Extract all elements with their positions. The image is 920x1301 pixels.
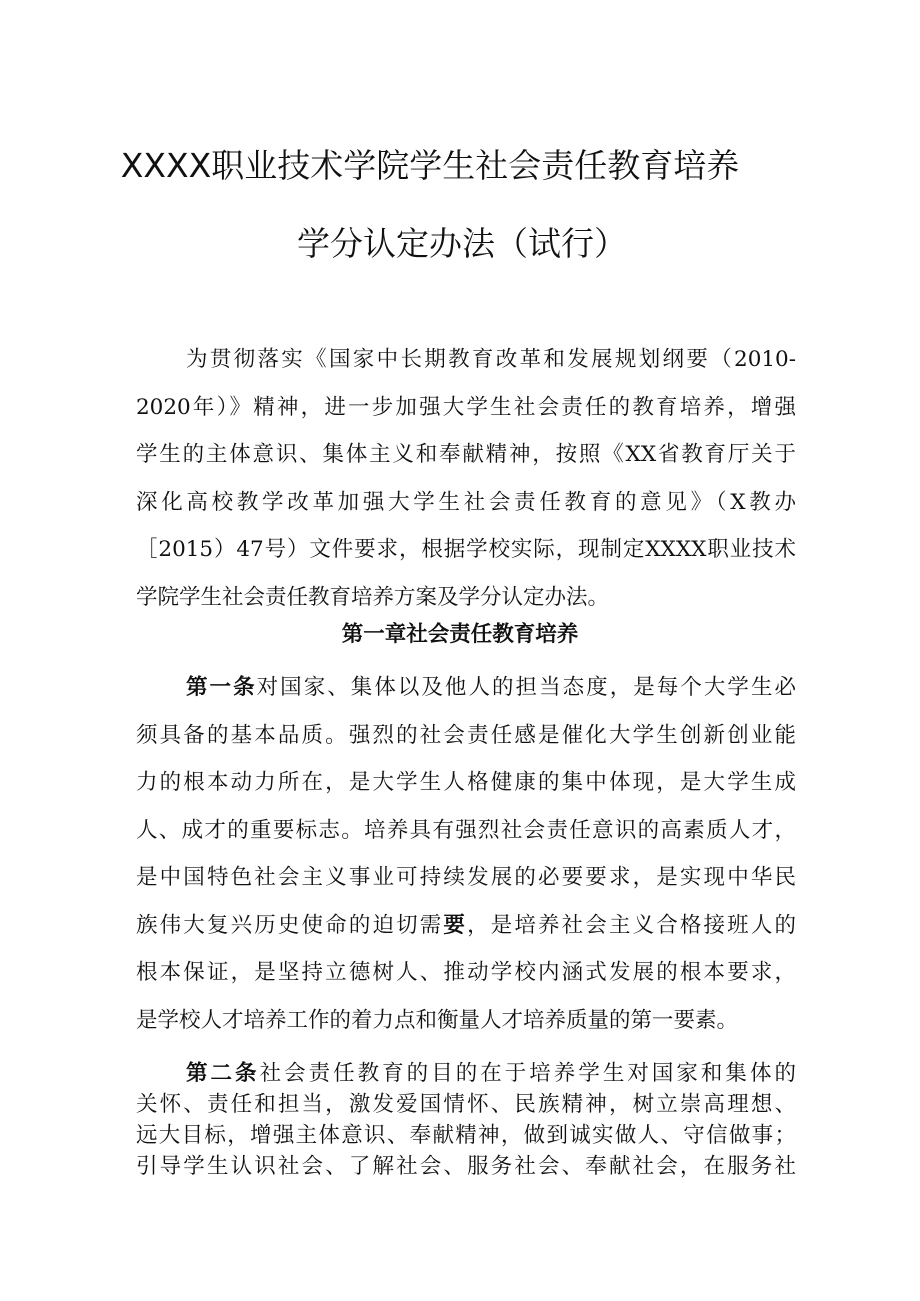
article-1-line: 力的根本动力所在，是大学生人格健康的集中体现，是大学生成 — [136, 770, 796, 795]
intro-line: 学生的主体意识、集体主义和奉献精神，按照《XX省教育厅关于 — [136, 442, 796, 467]
article-2-line: 引导学生认识社会、了解社会、服务社会、奉献社会，在服务社 — [136, 1154, 796, 1179]
intro-line: 深化高校教学改革加强大学生社会责任教育的意见》（X教办 — [136, 489, 796, 515]
article-1-line: 人、成才的重要标志。培养具有强烈社会责任意识的高素质人才， — [136, 817, 796, 843]
article-1-text: 对国家、集体以及他人的担当态度，是每个大学生必 — [256, 675, 796, 700]
article-2-line — [136, 1058, 796, 1089]
intro-line: ［2015）47号）文件要求，根据学校实际，现制定XXXX职业技术 — [136, 537, 796, 562]
intro-paragraph — [136, 336, 796, 621]
article-1-text: 族伟大复兴历史使命的迫切需 — [136, 912, 444, 938]
intro-line: 学院学生社会责任教育培养方案及学分认定办法。 — [136, 584, 610, 610]
chapter-heading: 第一章社会责任教育培养 — [341, 622, 579, 647]
article-2-label: 第二条 — [186, 1061, 260, 1086]
article-2-line: 远大目标，增强主体意识、奉献精神，做到诚实做人、守信做事； — [136, 1123, 796, 1148]
article-2-line: 关怀、责任和担当，激发爱国情怀、民族精神，树立崇高理想、 — [136, 1092, 796, 1117]
intro-line: 2020年）》精神，进一步加强大学生社会责任的教育培养，增强 — [136, 394, 796, 420]
article-1-label: 第一条 — [186, 675, 257, 700]
intro-line: 为贯彻落实《国家中长期教育改革和发展规划纲要（2010- — [186, 347, 796, 372]
article-1-emphasis: 要 — [443, 912, 468, 938]
article-1-line: 是中国特色社会主义事业可持续发展的必要要求，是实现中华民 — [136, 865, 796, 890]
article-1-paragraph — [136, 664, 796, 1044]
article-1-text: ，是培养社会主义合格接班人的 — [467, 912, 796, 938]
article-2-paragraph — [136, 1058, 796, 1182]
article-1-line: 根本保证，是坚持立德树人、推动学校内涵式发展的根本要求， — [136, 960, 796, 985]
article-1-line — [136, 902, 796, 950]
document-title-line-2: 学分认定办法（试行） — [297, 224, 627, 263]
article-1-line — [136, 664, 796, 712]
article-1-line: 是学校人才培养工作的着力点和衡量人才培养质量的第一要素。 — [136, 1007, 739, 1033]
article-2-text: 社会责任教育的目的在于培养学生对国家和集体的 — [259, 1061, 796, 1086]
document-title-line-1: XXXX职业技术学院学生社会责任教育培养 — [120, 146, 740, 185]
article-1-line: 须具备的基本品质。强烈的社会责任感是催化大学生创新创业能 — [136, 722, 796, 748]
